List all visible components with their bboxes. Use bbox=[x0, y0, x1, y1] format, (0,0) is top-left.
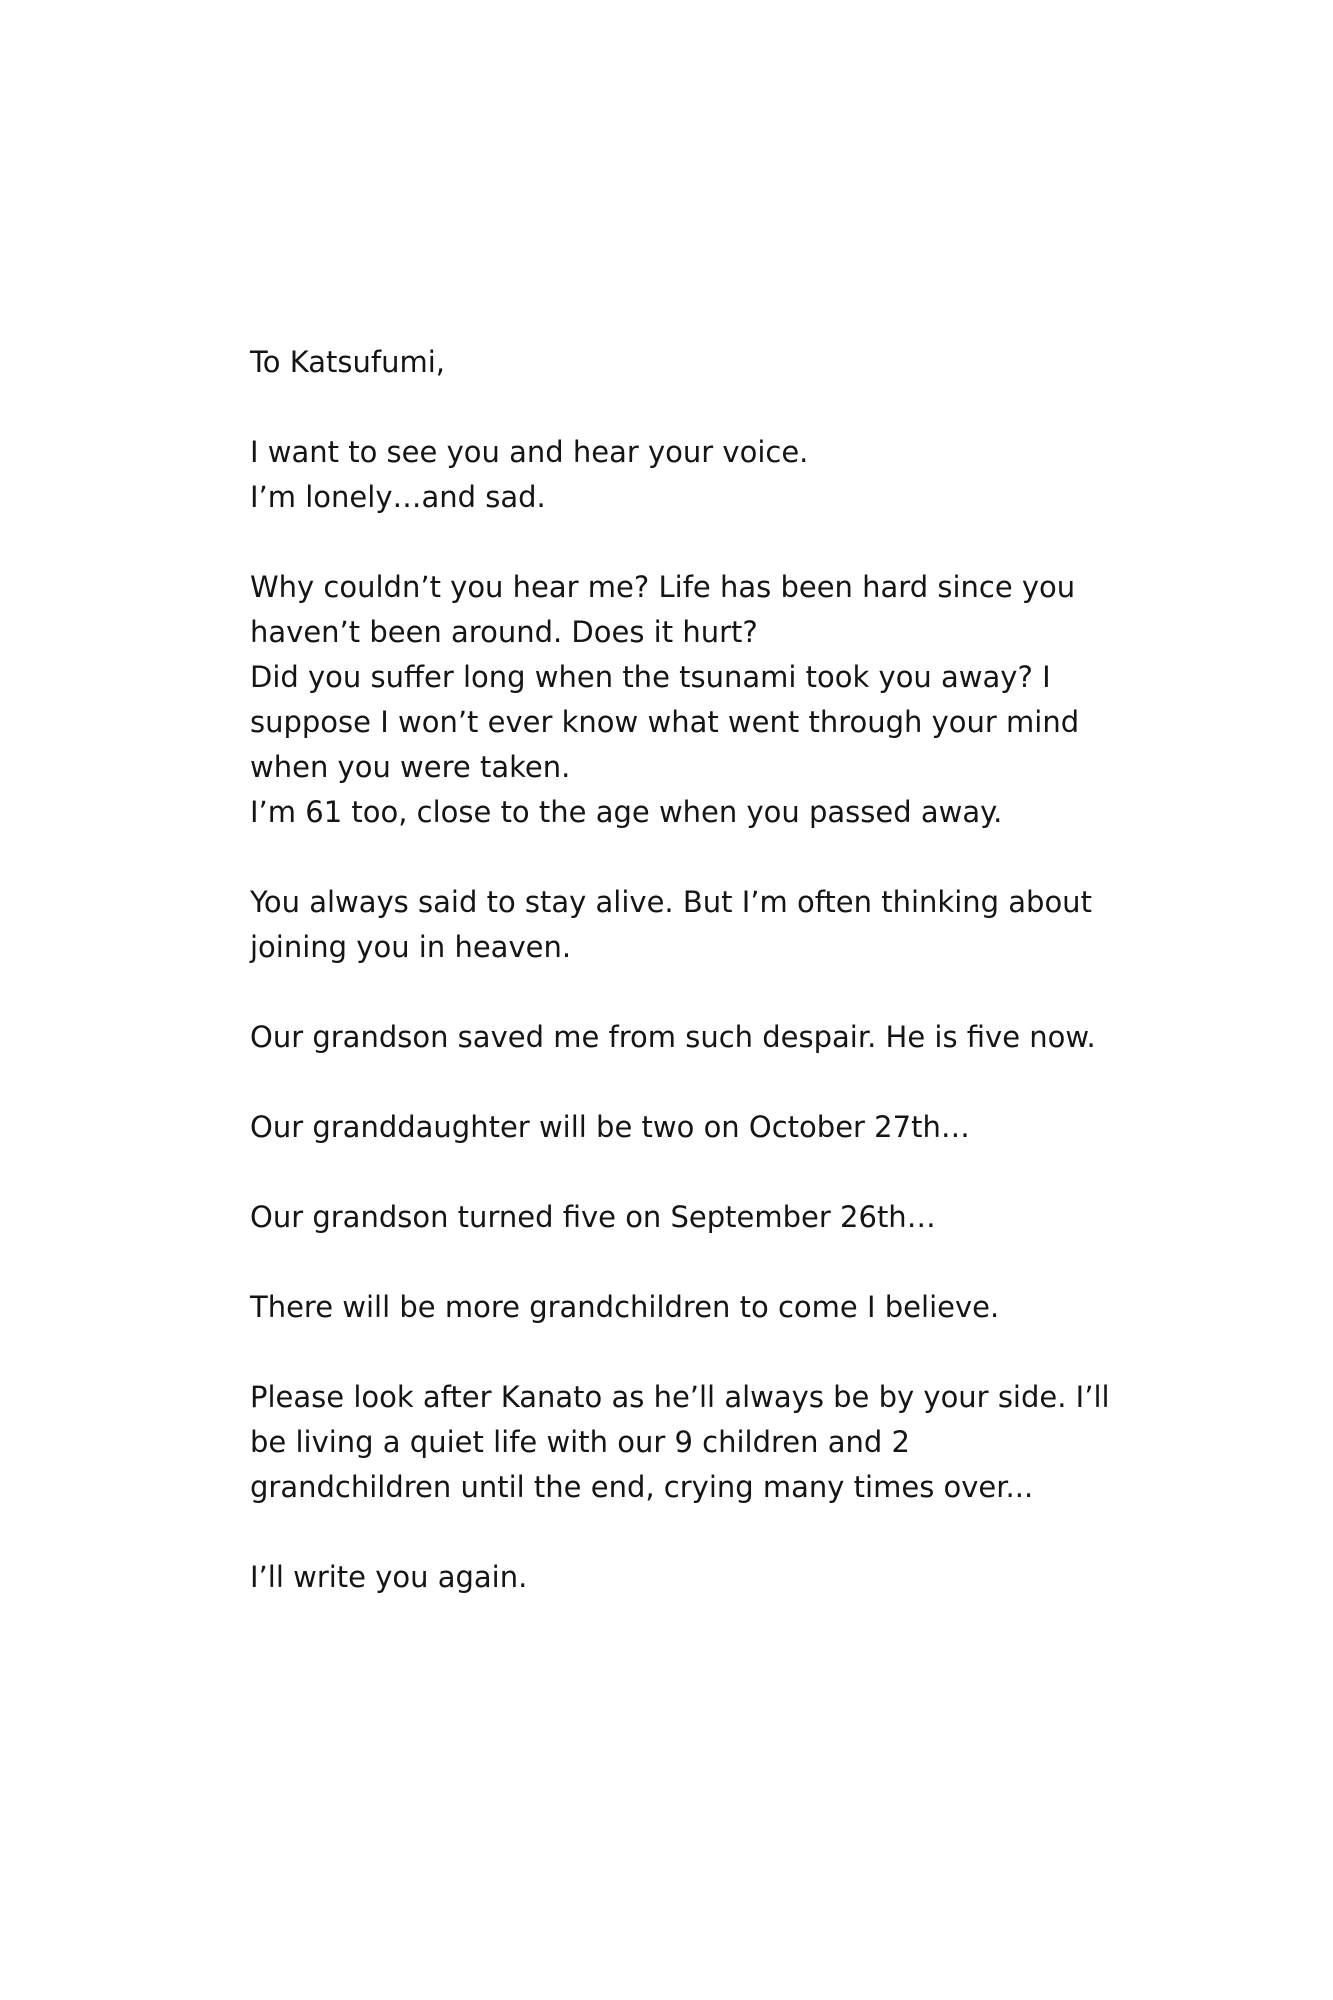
paragraph-line: Our granddaughter will be two on October 27th… bbox=[250, 1110, 970, 1144]
paragraph-line: Please look after Kanato as he’ll always be by your side. I’ll bbox=[250, 1380, 1110, 1414]
paragraph-line: be living a quiet life with our 9 children and 2 bbox=[250, 1425, 910, 1459]
paragraph-line: suppose I won’t ever know what went through your mind bbox=[250, 705, 1080, 739]
paragraph-line: grandchildren until the end, crying many times over... bbox=[250, 1470, 1034, 1504]
paragraph-gap bbox=[250, 1240, 1110, 1285]
paragraph-closing bbox=[250, 1555, 1110, 1600]
paragraph-more-grandchildren bbox=[250, 1285, 1110, 1330]
paragraph-line: haven’t been around. Does it hurt? bbox=[250, 615, 758, 649]
paragraph-line: joining you in heaven. bbox=[250, 930, 572, 964]
paragraph-line: I’m 61 too, close to the age when you passed away. bbox=[250, 795, 1003, 829]
paragraph-line: I want to see you and hear your voice. bbox=[250, 435, 809, 469]
paragraph-granddaughter-birthday bbox=[250, 1105, 1110, 1150]
paragraph-grandson-birthday bbox=[250, 1195, 1110, 1240]
paragraph-line: You always said to stay alive. But I’m often thinking about bbox=[250, 885, 1092, 919]
paragraph-line: Our grandson saved me from such despair. He is five now. bbox=[250, 1020, 1096, 1054]
paragraph-line: There will be more grandchildren to come I believe. bbox=[250, 1290, 1000, 1324]
paragraph-hard-life bbox=[250, 565, 1110, 835]
paragraph-gap bbox=[250, 970, 1110, 1015]
paragraph-stay-alive bbox=[250, 880, 1110, 970]
paragraph-grandson-saved bbox=[250, 1015, 1110, 1060]
paragraph-kanato bbox=[250, 1375, 1110, 1510]
letter-body bbox=[250, 340, 1110, 1600]
paragraph-gap bbox=[250, 1060, 1110, 1105]
paragraph-gap bbox=[250, 1150, 1110, 1195]
paragraph-line: Why couldn’t you hear me? Life has been hard since you bbox=[250, 570, 1076, 604]
paragraph-line: when you were taken. bbox=[250, 750, 571, 784]
greeting: To Katsufumi, bbox=[250, 345, 445, 379]
paragraph-gap bbox=[250, 1330, 1110, 1375]
paragraph-line: I’ll write you again. bbox=[250, 1560, 528, 1594]
paragraph-line: Did you suffer long when the tsunami took you away? I bbox=[250, 660, 1051, 694]
paragraph-see-you bbox=[250, 430, 1110, 520]
paragraph-gap bbox=[250, 385, 1110, 430]
paragraph-gap bbox=[250, 1510, 1110, 1555]
paragraph-gap bbox=[250, 520, 1110, 565]
paragraph-gap bbox=[250, 835, 1110, 880]
paragraph-line: Our grandson turned five on September 26th… bbox=[250, 1200, 936, 1234]
paragraph-line: I’m lonely…and sad. bbox=[250, 480, 546, 514]
